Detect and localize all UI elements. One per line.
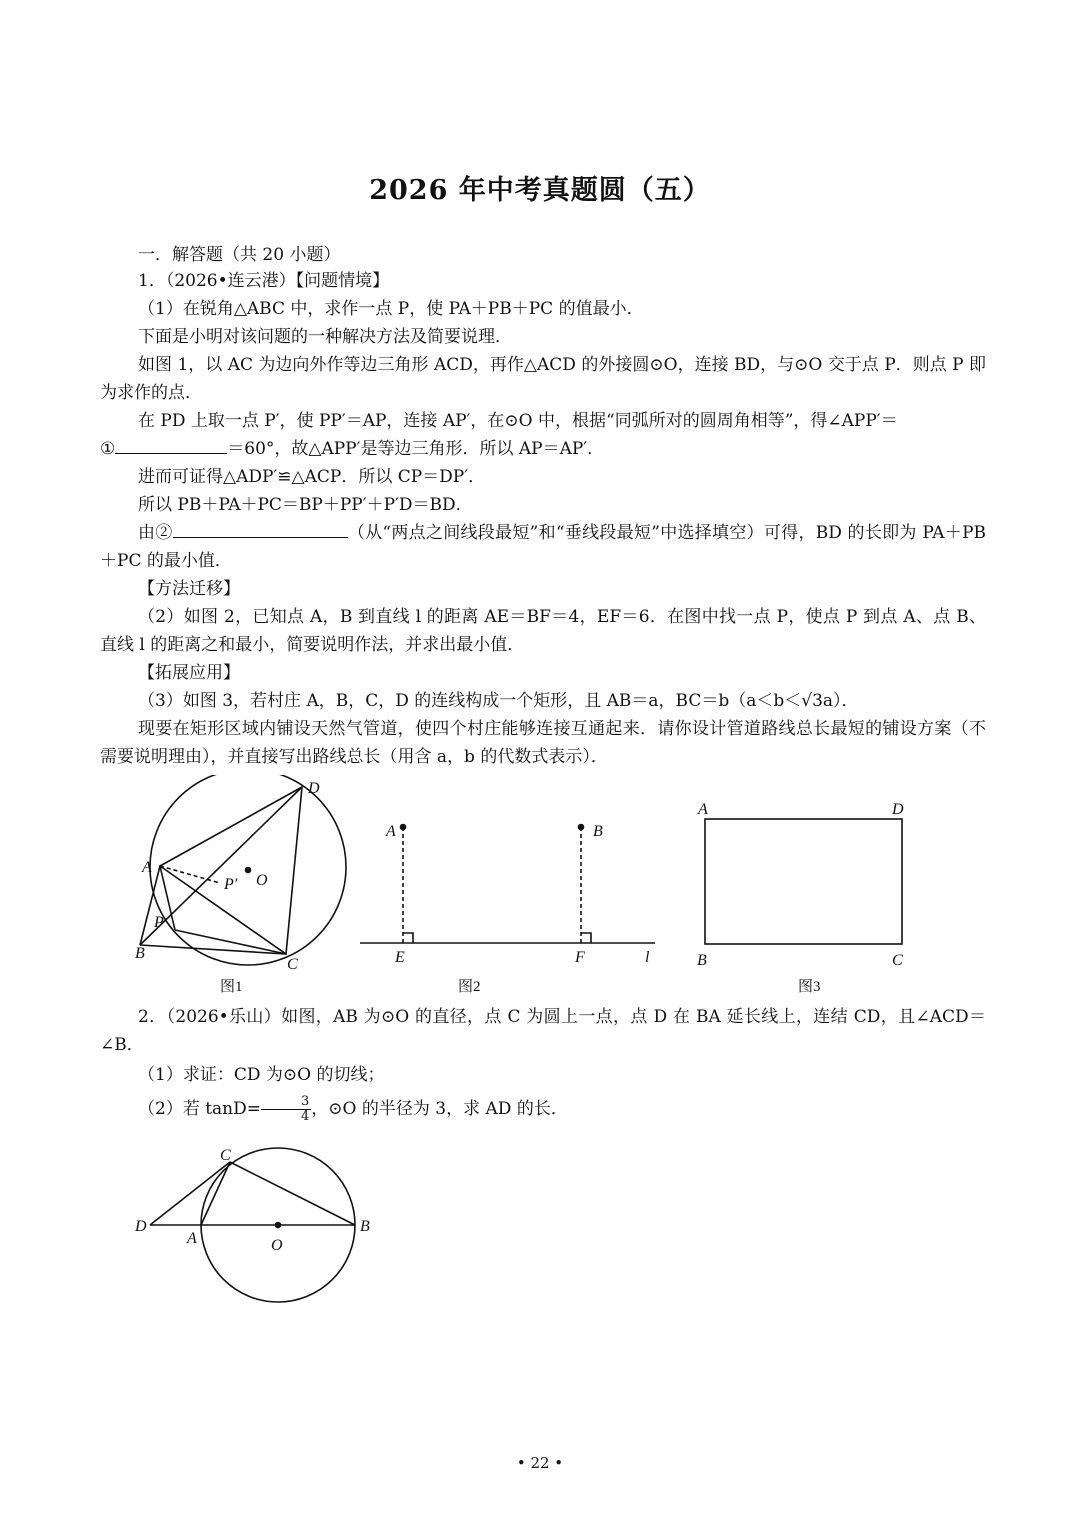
- q1-subheading: 【方法迁移】: [138, 579, 240, 599]
- answer-blank-1[interactable]: [115, 435, 227, 454]
- fraction-3-4: $\frac{3}{4}$: [261, 1095, 311, 1124]
- label-d: D: [135, 1218, 147, 1235]
- q2-figure: [130, 1140, 390, 1315]
- segment-ap-prime: [160, 866, 220, 883]
- answer-blank-2[interactable]: [173, 519, 348, 538]
- page-title: 2026 年中考真题圆（五）: [369, 175, 711, 206]
- label-e: E: [395, 949, 405, 966]
- q1-subheading: 【拓展应用】: [138, 663, 240, 683]
- figure-3: [697, 801, 904, 995]
- label-c: C: [892, 952, 903, 969]
- label-b: B: [360, 1218, 370, 1235]
- q1-line: 所以 PB＋PA＋PC＝BP＋PP′＋P′D＝BD．: [138, 495, 473, 515]
- point-a: [401, 825, 406, 830]
- label-a: A: [142, 859, 152, 876]
- question-1: [100, 267, 986, 771]
- label-d: D: [892, 801, 904, 818]
- q1-line: 现要在矩形区域内铺设天然气管道，使四个村庄能够连接互通起来．请你设计管道路线总长最短的铺设方案（不需要说明理由），并直接写出路线总长（用含 a，b 的代数式表示）．: [100, 719, 986, 767]
- segment-ca: [201, 1162, 230, 1225]
- page-number: • 22 •: [516, 1454, 564, 1472]
- triangle-acd: [160, 787, 302, 954]
- center-point: [276, 1223, 281, 1228]
- center-point: [246, 868, 251, 873]
- label-p: P: [154, 914, 164, 931]
- label-l: l: [645, 949, 650, 966]
- question-2: [100, 1003, 986, 1124]
- segment-dc: [150, 1162, 230, 1225]
- q1-line: 进而可证得△ADP′≌△ACP．所以 CP＝DP′．: [138, 467, 486, 487]
- figure-2-caption: 图2: [458, 979, 481, 995]
- q1-header: 1．（2026•连云港）【问题情境】: [138, 271, 390, 291]
- figure-2: [360, 823, 655, 995]
- q1-figures: [120, 775, 1000, 1000]
- q1-line: 在 PD 上取一点 P′，使 PP′＝AP，连接 AP′，在⊙O 中，根据“同弧所对的圆周角相等”，得∠APP′＝: [138, 411, 898, 431]
- q1-line: 如图 1，以 AC 为边向外作等边三角形 ACD，再作△ACD 的外接圆⊙O，连接 BD，与⊙O 交于点 P．则点 P 即为求作的点．: [100, 355, 986, 403]
- label-c: C: [287, 956, 298, 973]
- q1-line: （2）如图 2，已知点 A，B 到直线 l 的距离 AE＝BF＝4，EF＝6．在图中找一点 P，使点 P 到点 A、点 B、直线 l 的距离之和最小，简要说明作法，并求出最小值．: [100, 607, 986, 655]
- label-b: B: [593, 823, 603, 840]
- point-b: [579, 825, 584, 830]
- label-c: C: [220, 1147, 231, 1164]
- q1-blank-line-1: ① ＝60°，故△APP′是等边三角形．所以 AP＝AP′．: [100, 435, 986, 463]
- q1-line: （3）如图 3，若村庄 A，B，C，D 的连线构成一个矩形，且 AB＝a，BC＝b（a＜b＜√3a）．: [138, 691, 859, 711]
- label-f: F: [575, 949, 585, 966]
- figure-1: [135, 775, 346, 995]
- label-o: O: [256, 872, 268, 889]
- rectangle-abcd: [705, 819, 902, 944]
- right-angle-e: [403, 933, 413, 943]
- label-a: A: [698, 801, 708, 818]
- segment-bd: [140, 787, 302, 945]
- label-d: D: [308, 780, 320, 797]
- label-o: O: [271, 1237, 283, 1254]
- q2-header: 2．（2026•乐山）如图，AB 为⊙O 的直径，点 C 为圆上一点，点 D 在 BA 延长线上，连结 CD，且∠ACD＝∠B．: [100, 1007, 986, 1055]
- q1-line: （1）在锐角△ABC 中，求作一点 P，使 PA＋PB＋PC 的值最小．: [138, 299, 644, 319]
- section-heading: 一．解答题（共 20 小题）: [138, 245, 341, 265]
- q2-part-2: （2）若 tanD= $\frac{3}{4}$ ，⊙O 的半径为 3，求 AD 的长．: [138, 1094, 568, 1124]
- q1-line: 下面是小明对该问题的一种解决方法及简要说理．: [138, 327, 512, 347]
- right-angle-f: [581, 933, 591, 943]
- label-a: A: [187, 1230, 197, 1247]
- segment-cb: [230, 1162, 355, 1225]
- q2-part-1: （1）求证：CD 为⊙O 的切线；: [138, 1065, 385, 1085]
- label-a: A: [386, 823, 396, 840]
- figure-1-caption: 图1: [220, 979, 243, 995]
- label-b: B: [697, 952, 707, 969]
- label-b: B: [135, 945, 145, 962]
- q1-blank-line-2: 由② （从“两点之间线段最短”和“垂线段最短”中选择填空）可得，BD 的长即为 PA＋PB＋PC 的最小值．: [100, 519, 986, 575]
- label-p-prime: P′: [224, 876, 238, 893]
- figure-3-caption: 图3: [798, 979, 821, 995]
